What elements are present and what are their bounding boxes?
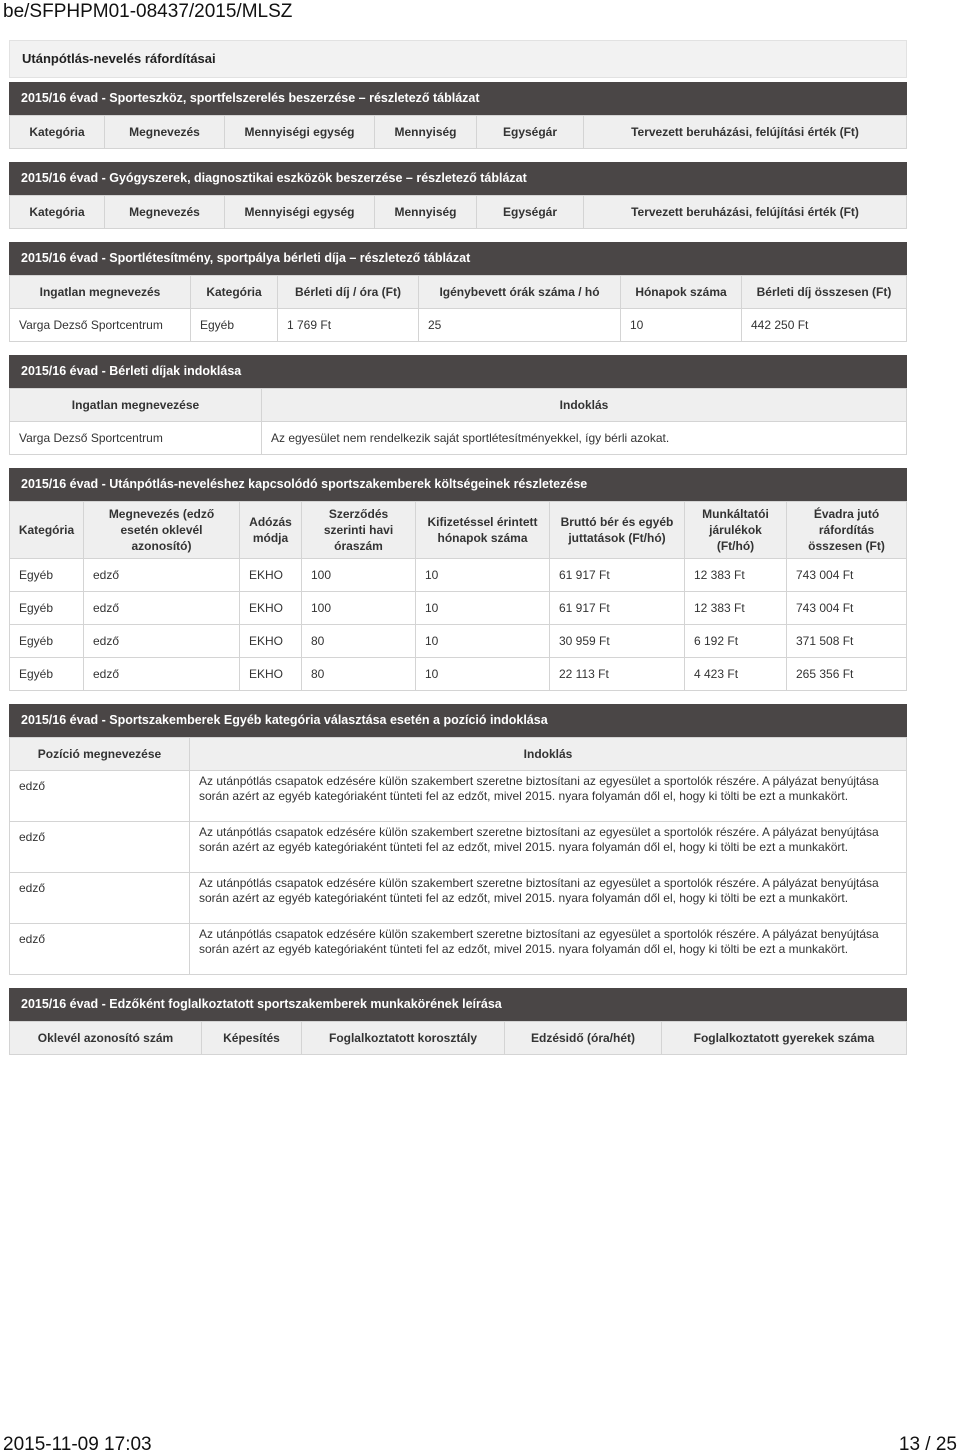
- table-cell: edző: [84, 658, 240, 691]
- column-header: Képesítés: [202, 1022, 302, 1055]
- table-cell: 61 917 Ft: [550, 592, 685, 625]
- section-title-medicine: 2015/16 évad - Gyógyszerek, diagnosztikai eszközök beszerzése – részletező táblázat: [9, 162, 907, 195]
- table-cell: 80: [302, 658, 416, 691]
- column-header: Bérleti díj összesen (Ft): [742, 276, 907, 309]
- table-cell: edző: [84, 559, 240, 592]
- table-cell: 12 383 Ft: [685, 559, 787, 592]
- column-header: Mennyiségi egység: [225, 196, 375, 229]
- table-row: [10, 592, 907, 625]
- table-cell: Egyéb: [10, 559, 84, 592]
- table-cell: EKHO: [240, 625, 302, 658]
- section-title-position-justification: 2015/16 évad - Sportszakemberek Egyéb kategória választása esetén a pozíció indoklása: [9, 704, 907, 737]
- table-header-row: [10, 389, 907, 422]
- table-cell: 743 004 Ft: [787, 592, 907, 625]
- coach-roles-table: [9, 1021, 907, 1055]
- table-cell: Az utánpótlás csapatok edzésére külön szakembert szeretne biztosítani az egyesület a sportolók részére. A pályázat benyújtása során azért az egyéb kategóriaként tünteti fel az edzőt, mivel 2015. nyara folyamán dől el, hogy ki tölti be ezt a munkakört.: [190, 924, 907, 975]
- column-header: Kategória: [10, 116, 105, 149]
- column-header: Mennyiség: [375, 116, 477, 149]
- section-title-rent-justification: 2015/16 évad - Bérleti díjak indoklása: [9, 355, 907, 388]
- table-cell: Varga Dezső Sportcentrum: [10, 422, 262, 455]
- table-cell: Az egyesület nem rendelkezik saját sportlétesítményekkel, így bérli azokat.: [262, 422, 907, 455]
- table-cell: Egyéb: [191, 309, 278, 342]
- table-cell: Az utánpótlás csapatok edzésére külön szakembert szeretne biztosítani az egyesület a sportolók részére. A pályázat benyújtása során azért az egyéb kategóriaként tünteti fel az edzőt, mivel 2015. nyara folyamán dől el, hogy ki tölti be ezt a munkakört.: [190, 822, 907, 873]
- table-cell: 743 004 Ft: [787, 559, 907, 592]
- table-cell: 25: [419, 309, 621, 342]
- column-header: Munkáltatói járulékok (Ft/hó): [685, 502, 787, 559]
- table-row: [10, 559, 907, 592]
- section-title-equipment: 2015/16 évad - Sporteszköz, sportfelszerelés beszerzése – részletező táblázat: [9, 82, 907, 115]
- table-header-row: [10, 276, 907, 309]
- column-header: Kategória: [10, 502, 84, 559]
- column-header: Megnevezés: [105, 116, 225, 149]
- column-header: Oklevél azonosító szám: [10, 1022, 202, 1055]
- column-header: Ingatlan megnevezése: [10, 389, 262, 422]
- column-header: Egységár: [477, 116, 584, 149]
- column-header: Megnevezés (edző esetén oklevél azonosító): [84, 502, 240, 559]
- table-row: [10, 309, 907, 342]
- footer-page-number: 13 / 25: [898, 1434, 957, 1455]
- column-header: Tervezett beruházási, felújítási érték (Ft): [584, 116, 907, 149]
- column-header: Mennyiségi egység: [225, 116, 375, 149]
- facility-rent-table: [9, 275, 907, 342]
- table-cell: Varga Dezső Sportcentrum: [10, 309, 191, 342]
- column-header: Hónapok száma: [621, 276, 742, 309]
- column-header: Tervezett beruházási, felújítási érték (Ft): [584, 196, 907, 229]
- table-row: [10, 924, 907, 975]
- document-id: be/SFPHPM01-08437/2015/MLSZ: [3, 1, 293, 22]
- table-cell: Az utánpótlás csapatok edzésére külön szakembert szeretne biztosítani az egyesület a sportolók részére. A pályázat benyújtása során azért az egyéb kategóriaként tünteti fel az edzőt, mivel 2015. nyara folyamán dől el, hogy ki tölti be ezt a munkakört.: [190, 771, 907, 822]
- column-header: Kifizetéssel érintett hónapok száma: [416, 502, 550, 559]
- table-cell: 10: [621, 309, 742, 342]
- table-cell: 6 192 Ft: [685, 625, 787, 658]
- column-header: Kategória: [191, 276, 278, 309]
- column-header: Indoklás: [262, 389, 907, 422]
- table-cell: EKHO: [240, 658, 302, 691]
- column-header: Foglalkoztatott gyerekek száma: [662, 1022, 907, 1055]
- section-title-facility-rent: 2015/16 évad - Sportlétesítmény, sportpálya bérleti díja – részletező táblázat: [9, 242, 907, 275]
- table-cell: 12 383 Ft: [685, 592, 787, 625]
- table-header-row: [10, 1022, 907, 1055]
- table-cell: 10: [416, 658, 550, 691]
- table-row: [10, 625, 907, 658]
- table-cell: 80: [302, 625, 416, 658]
- column-header: Igénybevett órák száma / hó: [419, 276, 621, 309]
- column-header: Évadra jutó ráfordítás összesen (Ft): [787, 502, 907, 559]
- table-cell: 100: [302, 592, 416, 625]
- document-content: [9, 40, 907, 1055]
- table-cell: Egyéb: [10, 625, 84, 658]
- table-row: [10, 422, 907, 455]
- table-cell: 1 769 Ft: [278, 309, 419, 342]
- table-cell: edző: [84, 592, 240, 625]
- column-header: Egységár: [477, 196, 584, 229]
- table-cell: 371 508 Ft: [787, 625, 907, 658]
- medicine-table: [9, 195, 907, 229]
- section-title-coach-roles: 2015/16 évad - Edzőként foglalkoztatott sportszakemberek munkakörének leírása: [9, 988, 907, 1021]
- position-justification-table: [9, 737, 907, 975]
- table-cell: EKHO: [240, 592, 302, 625]
- table-row: [10, 873, 907, 924]
- column-header: Foglalkoztatott korosztály: [302, 1022, 505, 1055]
- table-cell: Az utánpótlás csapatok edzésére külön szakembert szeretne biztosítani az egyesület a sportolók részére. A pályázat benyújtása során azért az egyéb kategóriaként tünteti fel az edzőt, mivel 2015. nyara folyamán dől el, hogy ki tölti be ezt a munkakört.: [190, 873, 907, 924]
- table-cell: 10: [416, 559, 550, 592]
- column-header: Megnevezés: [105, 196, 225, 229]
- table-row: [10, 658, 907, 691]
- column-header: Indoklás: [190, 738, 907, 771]
- table-cell: Egyéb: [10, 592, 84, 625]
- column-header: Adózás módja: [240, 502, 302, 559]
- column-header: Bruttó bér és egyéb juttatások (Ft/hó): [550, 502, 685, 559]
- table-cell: edző: [84, 625, 240, 658]
- table-cell: edző: [10, 771, 190, 822]
- table-cell: 10: [416, 625, 550, 658]
- rent-justification-table: [9, 388, 907, 455]
- table-cell: 30 959 Ft: [550, 625, 685, 658]
- table-cell: 265 356 Ft: [787, 658, 907, 691]
- table-cell: edző: [10, 924, 190, 975]
- table-cell: Egyéb: [10, 658, 84, 691]
- table-row: [10, 822, 907, 873]
- column-header: Bérleti díj / óra (Ft): [278, 276, 419, 309]
- column-header: Edzésidő (óra/hét): [505, 1022, 662, 1055]
- page-title: Utánpótlás-nevelés ráfordításai: [9, 40, 907, 78]
- staff-costs-table: [9, 501, 907, 691]
- column-header: Kategória: [10, 196, 105, 229]
- table-cell: 442 250 Ft: [742, 309, 907, 342]
- table-cell: edző: [10, 873, 190, 924]
- column-header: Pozíció megnevezése: [10, 738, 190, 771]
- table-cell: edző: [10, 822, 190, 873]
- column-header: Ingatlan megnevezés: [10, 276, 191, 309]
- column-header: Szerződés szerinti havi óraszám: [302, 502, 416, 559]
- table-cell: EKHO: [240, 559, 302, 592]
- table-header-row: [10, 116, 907, 149]
- section-title-staff-costs: 2015/16 évad - Utánpótlás-neveléshez kapcsolódó sportszakemberek költségeinek részletezése: [9, 468, 907, 501]
- equipment-table: [9, 115, 907, 149]
- footer-timestamp: 2015-11-09 17:03: [3, 1434, 152, 1455]
- table-cell: 4 423 Ft: [685, 658, 787, 691]
- table-row: [10, 771, 907, 822]
- table-header-row: [10, 196, 907, 229]
- table-header-row: [10, 502, 907, 559]
- table-cell: 100: [302, 559, 416, 592]
- table-header-row: [10, 738, 907, 771]
- table-cell: 10: [416, 592, 550, 625]
- column-header: Mennyiség: [375, 196, 477, 229]
- table-cell: 61 917 Ft: [550, 559, 685, 592]
- table-cell: 22 113 Ft: [550, 658, 685, 691]
